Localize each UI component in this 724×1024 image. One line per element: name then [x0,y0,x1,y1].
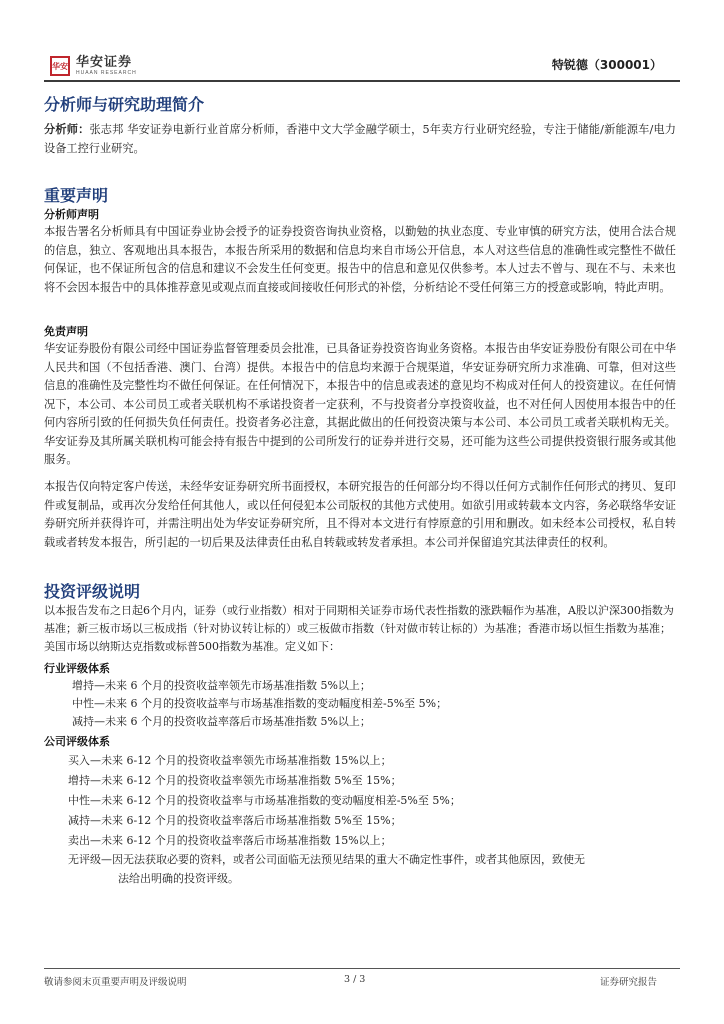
exemption-text: 华安证券股份有限公司经中国证券监督管理委员会批准，已具备证券投资咨询业务资格。本报告由华安证券股份有限公司在中华人民共和国（不包括香港、澳门、台湾）提供。本报告中的信息均来源于合规渠道，华安证券研究所力求准确、可靠，但对这些信息的准确性及完整性均不做任何保证。在任何情况下，本报告中的信息或表述的意见均不构成对任何人的投资建议。在任何情况下，本公司、本公司员工或者关联机构不承诺投资者一定获利，不与投资者分享投资收益，也不对任何人因使用本报告中的任何内容所引致的任何损失负任何责任。投资者务必注意，其据此做出的任何投资决策与本公司、本公司员工或者关联机构无关。华安证券及其所属关联机构可能会持有报告中提到的公司所发行的证券并进行交易，还可能为这些公司提供投资银行服务或其他服务。 [44,342,676,466]
company-rating-item: 卖出—未来 6-12 个月的投资收益率落后市场基准指数 15%以上； [68,834,392,847]
company-logo [50,56,137,76]
exemption-title: 免责声明 [44,325,88,338]
company-rating-item: 买入—未来 6-12 个月的投资收益率领先市场基准指数 15%以上； [68,754,392,767]
company-rating-title: 公司评级体系 [44,735,110,748]
analyst-bio: 张志邦 华安证券电新行业首席分析师，香港中文大学金融学硕士，5年卖方行业研究经验，专注于储能/新能源车/电力设备工控行业研究。 [44,123,676,155]
company-rating-item: 增持—未来 6-12 个月的投资收益率领先市场基准指数 5%至 15%； [68,774,402,787]
rating-intro: 以本报告发布之日起6个月内，证券（或行业指数）相对于同期相关证券市场代表性指数的涨跌幅作为基准，A股以沪深300指数为基准；新三板市场以三板成指（针对协议转让标的）或三板做市指数（针对做市转让标的）为基准；香港市场以恒生指数为基准；美国市场以纳斯达克指数或标普500指数为基准。定义如下： [44,604,674,653]
company-rating-item: 减持—未来 6-12 个月的投资收益率落后市场基准指数 5%至 15%； [68,814,402,827]
exemption-text-2: 本报告仅向特定客户传送，未经华安证券研究所书面授权，本研究报告的任何部分均不得以任何方式制作任何形式的拷贝、复印件或复制品，或再次分发给任何其他人，或以任何侵犯本公司版权的其他方式使用。如欲引用或转载本文内容，务必联络华安证券研究所并获得许可，并需注明出处为华安证券研究所，且不得对本文进行有悖原意的引用和删改。如未经本公司授权，私自转载或者转发本报告，所引起的一切后果及法律责任由私自转载或转发者承担。本公司并保留追究其法律责任的权利。 [44,480,676,549]
stock-ticker: 特锐德（300001） [551,58,662,72]
analyst-statement-text: 本报告署名分析师具有中国证券业协会授予的证券投资咨询执业资格，以勤勉的执业态度、专业审慎的研究方法，使用合法合规的信息，独立、客观地出具本报告，本报告所采用的数据和信息均来自市场公开信息，本人对这些信息的准确性或完整性不做任何保证，也不保证所包含的信息和建议不会发生任何变更。报告中的信息和意见仅供参考。本人过去不曾与、现在不与、未来也将不会因本报告中的具体推荐意见或观点而直接或间接收任何形式的补偿，分析结论不受任何第三方的授意或影响，特此声明。 [44,225,676,294]
no-rating-item [68,850,676,888]
logo-seal-icon: 华安 [50,56,70,76]
disclaimer-section-title: 重要声明 [44,186,109,205]
analyst-statement-title: 分析师声明 [44,208,99,221]
footer-report-type: 证券研究报告 [600,977,658,988]
industry-rating-item: 增持—未来 6 个月的投资收益率领先市场基准指数 5%以上； [72,679,371,692]
analyst-section-title: 分析师与研究助理简介 [44,95,205,114]
industry-rating-title: 行业评级体系 [44,662,110,675]
no-rating-line-2: 法给出明确的投资评级。 [118,872,239,885]
rating-section-title: 投资评级说明 [44,582,141,601]
page-number: 3 / 3 [344,974,366,985]
no-rating-line-1: 无评级—因无法获取必要的资料，或者公司面临无法预见结果的重大不确定性事件，或者其他原因，致使无 [68,853,585,866]
analyst-intro [44,121,676,158]
industry-rating-item: 减持—未来 6 个月的投资收益率落后市场基准指数 5%以上； [72,715,371,728]
analyst-label: 分析师： [44,123,90,136]
page-header [44,52,680,82]
logo-name: 华安证券 [76,55,133,70]
header-divider [44,80,680,82]
footer-divider [44,968,680,969]
footer-note: 敬请参阅末页重要声明及评级说明 [44,977,187,988]
industry-rating-item: 中性—未来 6 个月的投资收益率与市场基准指数的变动幅度相差-5%至 5%； [72,697,448,710]
logo-english: HUAAN RESEARCH [76,70,137,76]
company-rating-item: 中性—未来 6-12 个月的投资收益率与市场基准指数的变动幅度相差-5%至 5%； [68,794,461,807]
